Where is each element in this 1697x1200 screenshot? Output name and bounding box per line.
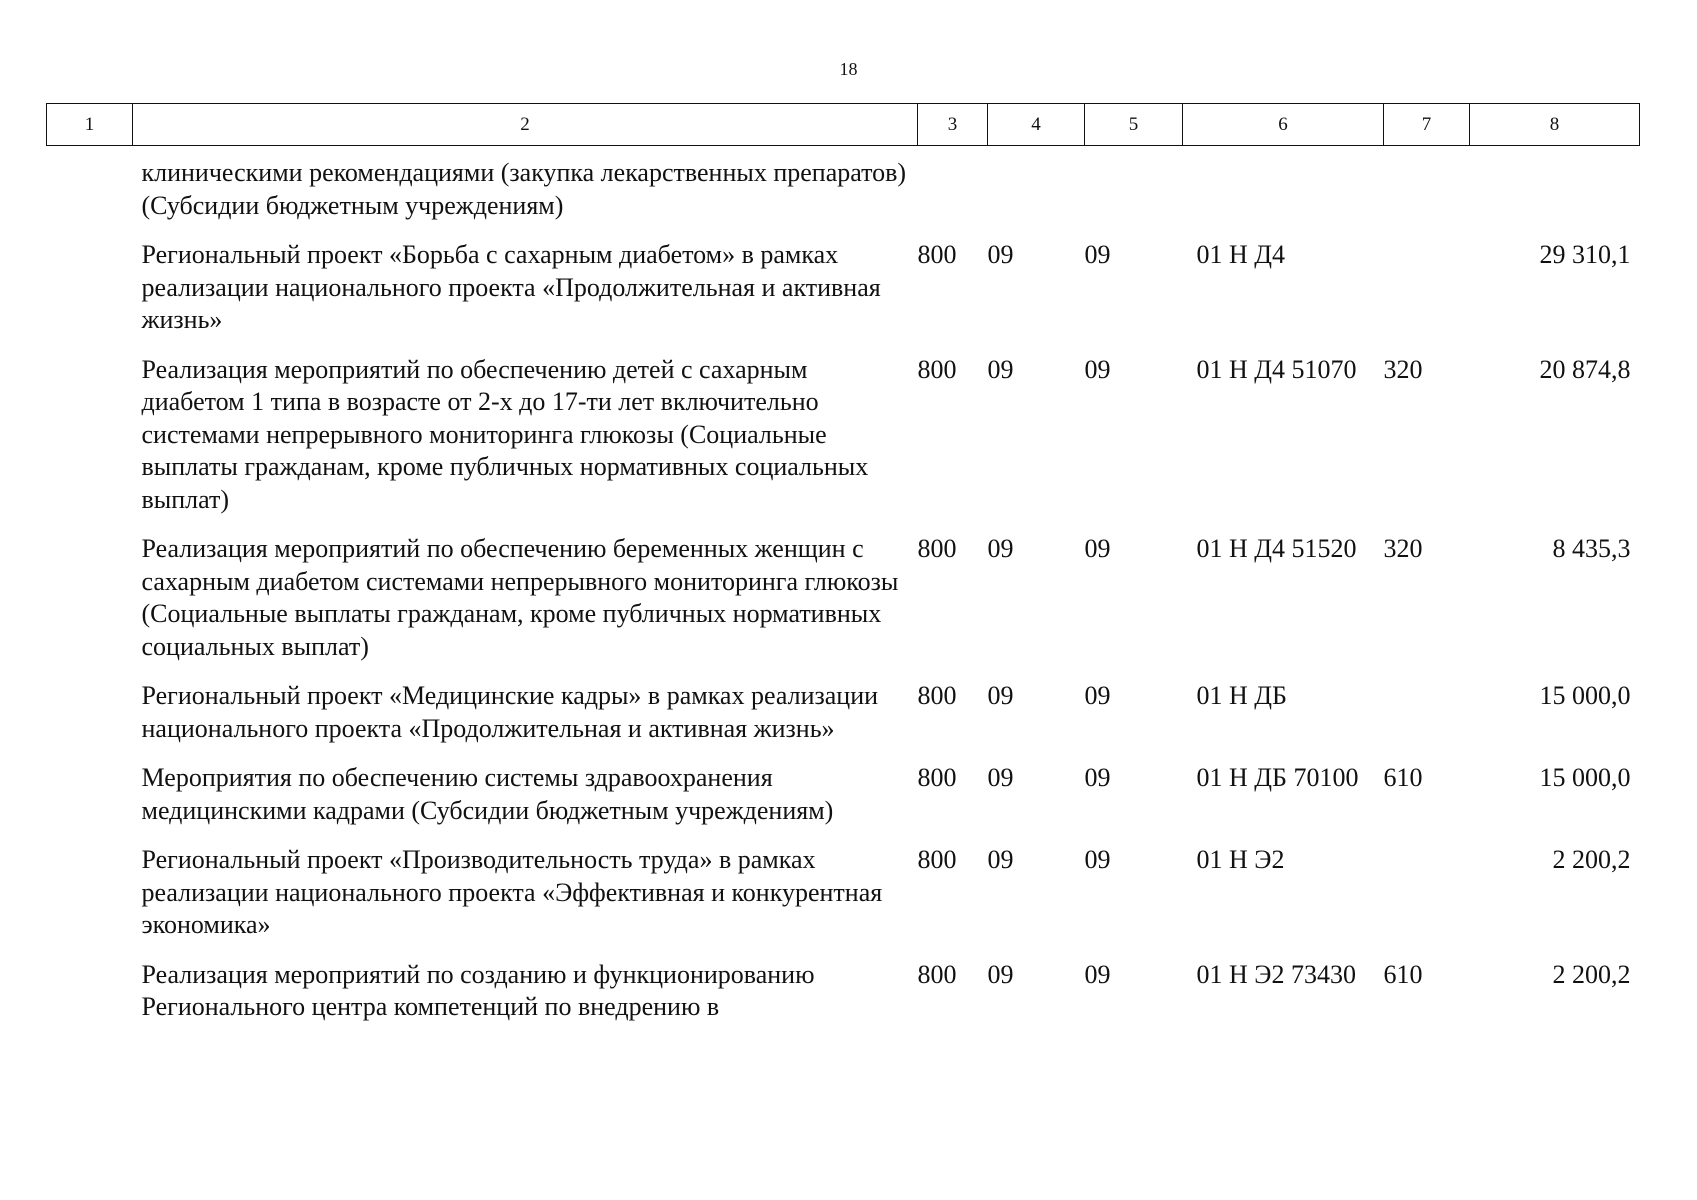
- admin-code-cell: 800: [917, 681, 957, 710]
- description-cell: клиническими рекомендациями (закупка лекарственных препаратов) (Субсидии бюджетным учреждениям): [141, 158, 907, 220]
- section-code-cell: 09: [987, 240, 1014, 269]
- section-code-cell: 09: [987, 763, 1014, 792]
- subsection-code-cell: 09: [1084, 534, 1111, 563]
- row-number-cell: [47, 959, 133, 1041]
- target-article-cell: 01 Н Э2 73430: [1196, 959, 1356, 989]
- description-cell: Региональный проект «Производительность труда» в рамках реализации национального проекта «Эффективная и конкурентная экономика»: [141, 845, 883, 939]
- admin-code-cell: 800: [917, 354, 957, 384]
- table-row: [47, 533, 1640, 680]
- row-number-cell: [47, 146, 133, 240]
- column-header: 4: [988, 104, 1085, 146]
- column-header: 5: [1085, 104, 1183, 146]
- section-code-cell: 09: [987, 534, 1014, 563]
- row-number-cell: [47, 239, 133, 354]
- subsection-code-cell: 09: [1084, 959, 1111, 989]
- section-code-cell: 09: [987, 959, 1014, 989]
- admin-code-cell: 800: [917, 763, 957, 792]
- column-header: 2: [133, 104, 918, 146]
- table-row: [47, 354, 1640, 534]
- expense-type-cell: [1384, 146, 1470, 240]
- admin-code-cell: 800: [917, 240, 957, 269]
- table-body: [47, 146, 1640, 1041]
- target-article-cell: [1183, 146, 1384, 240]
- section-code-cell: [988, 146, 1085, 240]
- row-number-cell: [47, 680, 133, 762]
- table-row: [47, 680, 1640, 762]
- expense-type-cell: [1384, 680, 1470, 762]
- target-article-cell: 01 Н Э2: [1196, 845, 1285, 874]
- subsection-code-cell: 09: [1084, 240, 1111, 269]
- page-number: 18: [839, 59, 858, 79]
- amount-cell: [1470, 146, 1640, 240]
- row-number-cell: [47, 533, 133, 680]
- target-article-cell: 01 Н ДБ: [1196, 681, 1287, 710]
- expense-type-cell: 320: [1383, 534, 1423, 563]
- admin-code-cell: 800: [917, 959, 957, 989]
- table-header: [47, 104, 1640, 146]
- expense-type-cell: [1384, 844, 1470, 959]
- description-cell: Региональный проект «Медицинские кадры» в рамках реализации национального проекта «Продолжительная и активная жизнь»: [141, 681, 879, 743]
- amount-cell: 15 000,0: [1539, 681, 1631, 710]
- column-header: 7: [1384, 104, 1470, 146]
- budget-table: [46, 103, 1640, 1041]
- description-cell: Региональный проект «Борьба с сахарным диабетом» в рамках реализации национального проекта «Продолжительная и активная жизнь»: [141, 240, 881, 334]
- section-code-cell: 09: [987, 845, 1014, 874]
- table-row: [47, 844, 1640, 959]
- target-article-cell: 01 Н ДБ 70100: [1196, 763, 1359, 792]
- table-row: [47, 146, 1640, 240]
- expense-type-cell: [1384, 239, 1470, 354]
- column-header: 8: [1470, 104, 1640, 146]
- amount-cell: 2 200,2: [1552, 959, 1631, 989]
- expense-type-cell: 320: [1383, 354, 1423, 384]
- description-cell: Мероприятия по обеспечению системы здравоохранения медицинскими кадрами (Субсидии бюджетным учреждениям): [141, 763, 834, 825]
- description-cell: Реализация мероприятий по обеспечению детей с сахарным диабетом 1 типа в возрасте от 2-х до 17-ти лет включительно системами непрерывного мониторинга глюкозы (Социальные выплаты гражданам, кроме публичных нормативных социальных выплат): [141, 354, 869, 514]
- row-number-cell: [47, 762, 133, 844]
- target-article-cell: 01 Н Д4 51070: [1196, 354, 1357, 384]
- table-row: [47, 959, 1640, 1041]
- target-article-cell: 01 Н Д4: [1196, 240, 1286, 269]
- admin-code-cell: [918, 146, 988, 240]
- subsection-code-cell: 09: [1084, 845, 1111, 874]
- column-header: 1: [47, 104, 133, 146]
- section-code-cell: 09: [987, 354, 1014, 384]
- table-row: [47, 239, 1640, 354]
- admin-code-cell: 800: [917, 534, 957, 563]
- column-header: 3: [918, 104, 988, 146]
- description-cell: Реализация мероприятий по созданию и функционированию Регионального центра компетенций по внедрению в: [141, 959, 815, 1021]
- description-cell: Реализация мероприятий по обеспечению беременных женщин с сахарным диабетом системами непрерывного мониторинга глюкозы (Социальные выплаты гражданам, кроме публичных нормативных социальных выплат): [141, 534, 899, 661]
- amount-cell: 8 435,3: [1552, 534, 1631, 563]
- admin-code-cell: 800: [917, 845, 957, 874]
- subsection-code-cell: 09: [1084, 681, 1111, 710]
- expense-type-cell: 610: [1383, 763, 1423, 792]
- subsection-code-cell: 09: [1084, 763, 1111, 792]
- subsection-code-cell: 09: [1084, 354, 1111, 384]
- amount-cell: 2 200,2: [1552, 845, 1631, 874]
- row-number-cell: [47, 354, 133, 534]
- column-header: 6: [1183, 104, 1384, 146]
- section-code-cell: 09: [987, 681, 1014, 710]
- table-row: [47, 762, 1640, 844]
- amount-cell: 29 310,1: [1539, 240, 1631, 269]
- header-row: [47, 104, 1640, 146]
- amount-cell: 15 000,0: [1539, 763, 1631, 792]
- amount-cell: 20 874,8: [1539, 354, 1631, 384]
- target-article-cell: 01 Н Д4 51520: [1196, 534, 1357, 563]
- expense-type-cell: 610: [1383, 959, 1423, 989]
- subsection-code-cell: [1085, 146, 1183, 240]
- row-number-cell: [47, 844, 133, 959]
